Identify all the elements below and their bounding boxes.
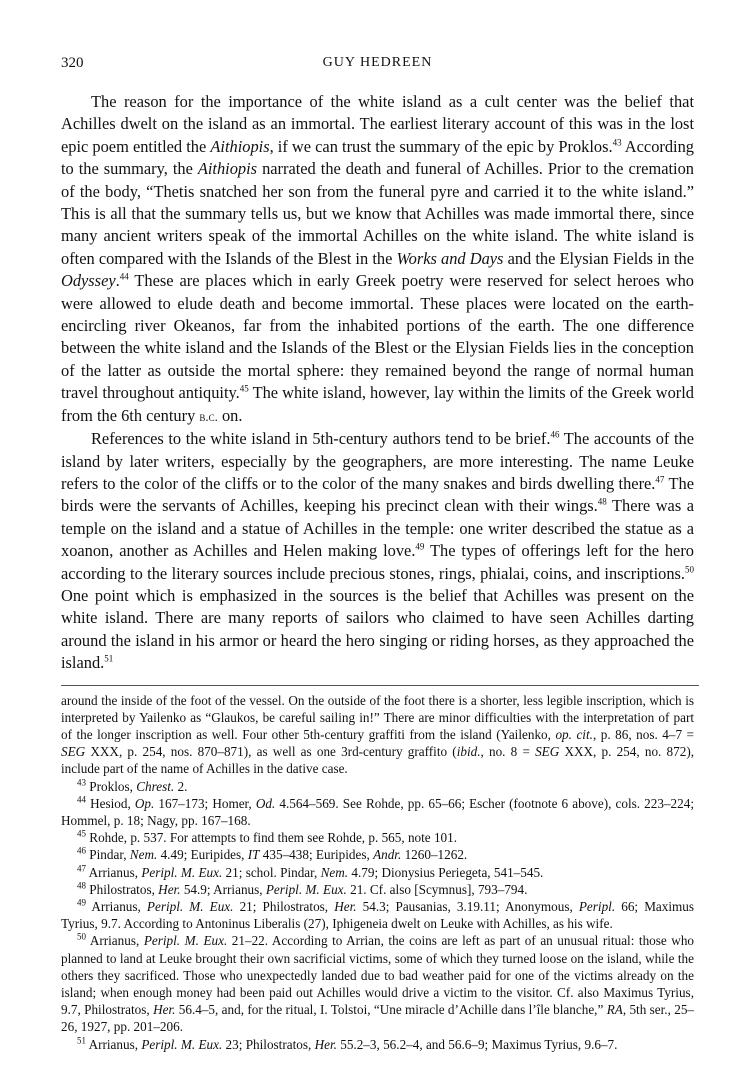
italic-title: SEG: [535, 744, 560, 760]
text-run: Rohde, p. 537. For attempts to find them see Rohde, p. 565, note 101.: [86, 830, 458, 846]
footnote-44: [61, 795, 694, 829]
footnote-47: [61, 864, 694, 881]
text-run: 167–173; Homer,: [154, 795, 256, 811]
italic-title: Op.: [134, 795, 155, 811]
footnote-number: 50: [77, 932, 86, 943]
footnote-ref: 50: [685, 564, 694, 575]
text-run: There was a temple on the island and a statue of Achilles in the temple: one writer described the statue as a xoanon, another as Achilles and Helen making love.: [61, 496, 694, 561]
page-number: 320: [61, 55, 84, 71]
text-run: The accounts of the island by later writers, especially by the geographers, are more interesting. The name Leuke refers to the color of the cliffs or to the color of the many snakes and birds dwelling there.: [61, 429, 694, 493]
text-run: 1260–1262.: [401, 847, 468, 863]
text-run: The white island, however, lay within the limits of the Greek world from the 6th century: [61, 383, 694, 425]
footnote-number: 48: [77, 880, 86, 891]
italic-title: Her.: [153, 1002, 176, 1018]
footnote-51: [61, 1036, 694, 1053]
italic-title: Od.: [255, 795, 276, 811]
italic-title: Chrest.: [136, 778, 175, 794]
italic-title: Peripl. M. Eux.: [146, 899, 234, 914]
text-run: 435–438; Euripides,: [259, 847, 374, 863]
footnote-ref: 46: [550, 429, 560, 440]
italic-title: ibid.: [456, 744, 481, 760]
italic-title: Works and Days: [396, 248, 504, 268]
text-run: XXX, p. 254, no. 872), include part of the name of Achilles in the dative case.: [61, 744, 695, 777]
footnote-ref: 51: [104, 653, 114, 664]
footnote-ref: 43: [612, 137, 622, 148]
italic-title: Her.: [314, 1036, 337, 1052]
text-run: on.: [217, 405, 243, 425]
footnote-number: 46: [77, 846, 86, 856]
italic-title: Peripl. M. Eux.: [265, 881, 347, 897]
footnote-number: 49: [77, 897, 86, 908]
italic-title: IT: [247, 847, 260, 863]
footnote-ref: 45: [239, 383, 249, 394]
italic-title: Her.: [334, 899, 357, 914]
text-run: Arrianus,: [86, 864, 142, 880]
text-run: 54.3; Pausanias, 3.19.11; Anonymous,: [356, 899, 579, 914]
footnote-number: 43: [77, 777, 86, 788]
footnote-number: 45: [77, 828, 86, 839]
text-run: Arrianus,: [86, 899, 147, 914]
italic-title: Her.: [158, 881, 181, 897]
italic-title: Aithiopis: [210, 136, 270, 156]
text-run: 2.: [174, 778, 188, 794]
text-run: narrated the death and funeral of Achilles. Prior to the cremation of the body, “Thetis snatched her son from the funeral pyre and carried it to the white island.” This is all that the summary tells us, but we know that Achilles was made immortal there, since many ancient writers speak of the immortal Achilles on the white island. The white island is often compared with the Islands of the Blest in the: [61, 159, 694, 268]
text-run: XXX, p. 254, nos. 870–871), as well as one 3rd-century graffito (: [85, 744, 457, 760]
footnote-ref: 49: [415, 541, 425, 552]
italic-title: Nem.: [129, 847, 158, 863]
text-run: Arrianus,: [86, 933, 144, 949]
footnote-continuation: [61, 692, 694, 778]
body-paragraph: [61, 91, 694, 428]
italic-title: Peripl. M. Eux.: [143, 933, 228, 949]
text-run: 23; Philostratos,: [222, 1036, 315, 1052]
text-run: Proklos,: [86, 778, 137, 794]
text-run: 21. Cf. also [Scymnus], 793–794.: [346, 881, 528, 897]
text-run: One point which is emphasized in the sources is the belief that Achilles was present on the white island. There are many reports of sailors who claimed to have seen Achilles darting around the island in his armor or heard the hero singing or riding horses, as they approached the island.: [61, 585, 694, 673]
text-run: 66; Maximus Tyrius, 9.7. According to Antoninus Liberalis (27), Iphigeneia dwelt on Leuke with Achilles, as his wife.: [61, 899, 695, 932]
footnote-number: 47: [77, 863, 86, 874]
text-run: According to the summary, the: [61, 136, 694, 179]
italic-title: Nem.: [320, 864, 349, 880]
text-run: Philostratos,: [86, 881, 159, 897]
text-run: Hesiod,: [86, 795, 135, 811]
footnote-48: [61, 881, 694, 898]
text-run: 55.2–3, 56.2–4, and 56.6–9; Maximus Tyrius, 9.6–7.: [336, 1036, 618, 1052]
text-run: around the inside of the foot of the vessel. On the outside of the foot there is a shorter, less legible inscription, which is interpreted by Yailenko as “Glaukos, be careful sailing in!” There are minor difficulties with the interpretation of part of the longer inscription as well. Four other 5th-century graffiti from the island (Yailenko,: [61, 692, 694, 742]
body-paragraph: [61, 428, 694, 674]
footnote-divider: [61, 685, 699, 686]
text-run: The reason for the importance of the white island as a cult center was the belief that Achilles dwelt on the island as an immortal. The earliest literary account of this was in the lost epic poem entitled the: [61, 92, 694, 156]
footnote-43: [61, 778, 694, 795]
text-run: 21–22. According to Arrian, the coins are left as part of an unusual ritual: those who planned to land at Leuke brought their own sacrificial victims, some of which they turned loose on the island, while the others they sacrificed. Those who unexpectedly landed due to bad weather paid for one of the victims already on the island; when enough money had been paid out Achilles would drive a victim to the visitor. Cf. also Maximus Tyrius, 9.7, Philostratos,: [61, 933, 695, 1018]
running-head-author: GUY HEDREEN: [322, 55, 433, 70]
text-run: 4.564–569. See Rohde, pp. 65–66; Escher (footnote 6 above), cols. 223–224; Hommel, p. 18; Nagy, pp. 167–168.: [61, 795, 694, 828]
text-run: The birds were the servants of Achilles, keeping his precinct clean with their wings.: [61, 473, 694, 516]
italic-title: Odyssey: [61, 271, 116, 291]
text-run: 21; Philostratos,: [233, 899, 335, 914]
footnote-46: [61, 846, 694, 863]
italic-title: Peripl. M. Eux.: [141, 1036, 223, 1052]
body-text: [61, 91, 694, 675]
text-run: Pindar,: [86, 847, 130, 863]
footnote-number: 44: [77, 794, 86, 805]
text-run: and the Elysian Fields in the: [503, 248, 694, 268]
italic-title: op. cit.: [555, 726, 593, 742]
italic-title: Peripl. M. Eux.: [141, 864, 223, 880]
text-run: .: [115, 271, 120, 291]
footnote-49: [61, 898, 694, 932]
footnote-50: [61, 932, 694, 1035]
footnote-ref: 44: [119, 271, 129, 282]
italic-title: Aithiopis: [197, 159, 258, 179]
text-run: , no. 8 =: [480, 744, 536, 760]
text-run: References to the white island in 5th-century authors tend to be brief.: [91, 429, 551, 449]
page: [0, 55, 755, 1079]
footnote-number: 51: [77, 1035, 86, 1046]
text-run: The types of offerings left for the hero according to the literary sources include precious stones, rings, phialai, coins, and inscriptions.: [61, 541, 694, 583]
text-run: 21; schol. Pindar,: [222, 864, 321, 880]
text-run: 54.9; Arrianus,: [180, 881, 266, 897]
text-run: 56.4–5, and, for the ritual, I. Tolstoi, “Une miracle d’Achille dans l’île blanche,”: [175, 1002, 607, 1018]
footnotes: [61, 692, 694, 1053]
text-run: 4.49; Euripides,: [157, 847, 248, 863]
footnote-ref: 48: [597, 496, 607, 507]
italic-title: Peripl.: [578, 899, 616, 914]
text-run: , 5th ser., 25–26, 1927, pp. 201–206.: [61, 1002, 695, 1035]
running-head: [61, 55, 694, 83]
text-run: 4.79; Dionysius Periegeta, 541–545.: [348, 864, 544, 880]
footnote-45: [61, 829, 694, 846]
text-run: , p. 86, nos. 4–7 =: [592, 726, 694, 742]
text-run: , if we can trust the summary of the epic by Proklos.: [269, 136, 613, 156]
era-abbrev: b.c.: [199, 408, 218, 424]
text-run: These are places which in early Greek poetry were reserved for select heroes who were allowed to elude death and become immortal. These places were located on the earth-encircling river Okeanos, far from the inhabited portions of the earth. The one difference between the white island and the Islands of the Blest or the Elysian Fields lies in the conception of the latter as outside the mortal sphere: they remained beyond the range of normal human travel throughout antiquity.: [61, 271, 694, 403]
footnote-ref: 47: [655, 474, 665, 485]
text-run: Arrianus,: [86, 1036, 142, 1052]
italic-title: SEG: [61, 744, 86, 760]
italic-title: RA: [606, 1002, 623, 1018]
italic-title: Andr.: [373, 847, 402, 863]
